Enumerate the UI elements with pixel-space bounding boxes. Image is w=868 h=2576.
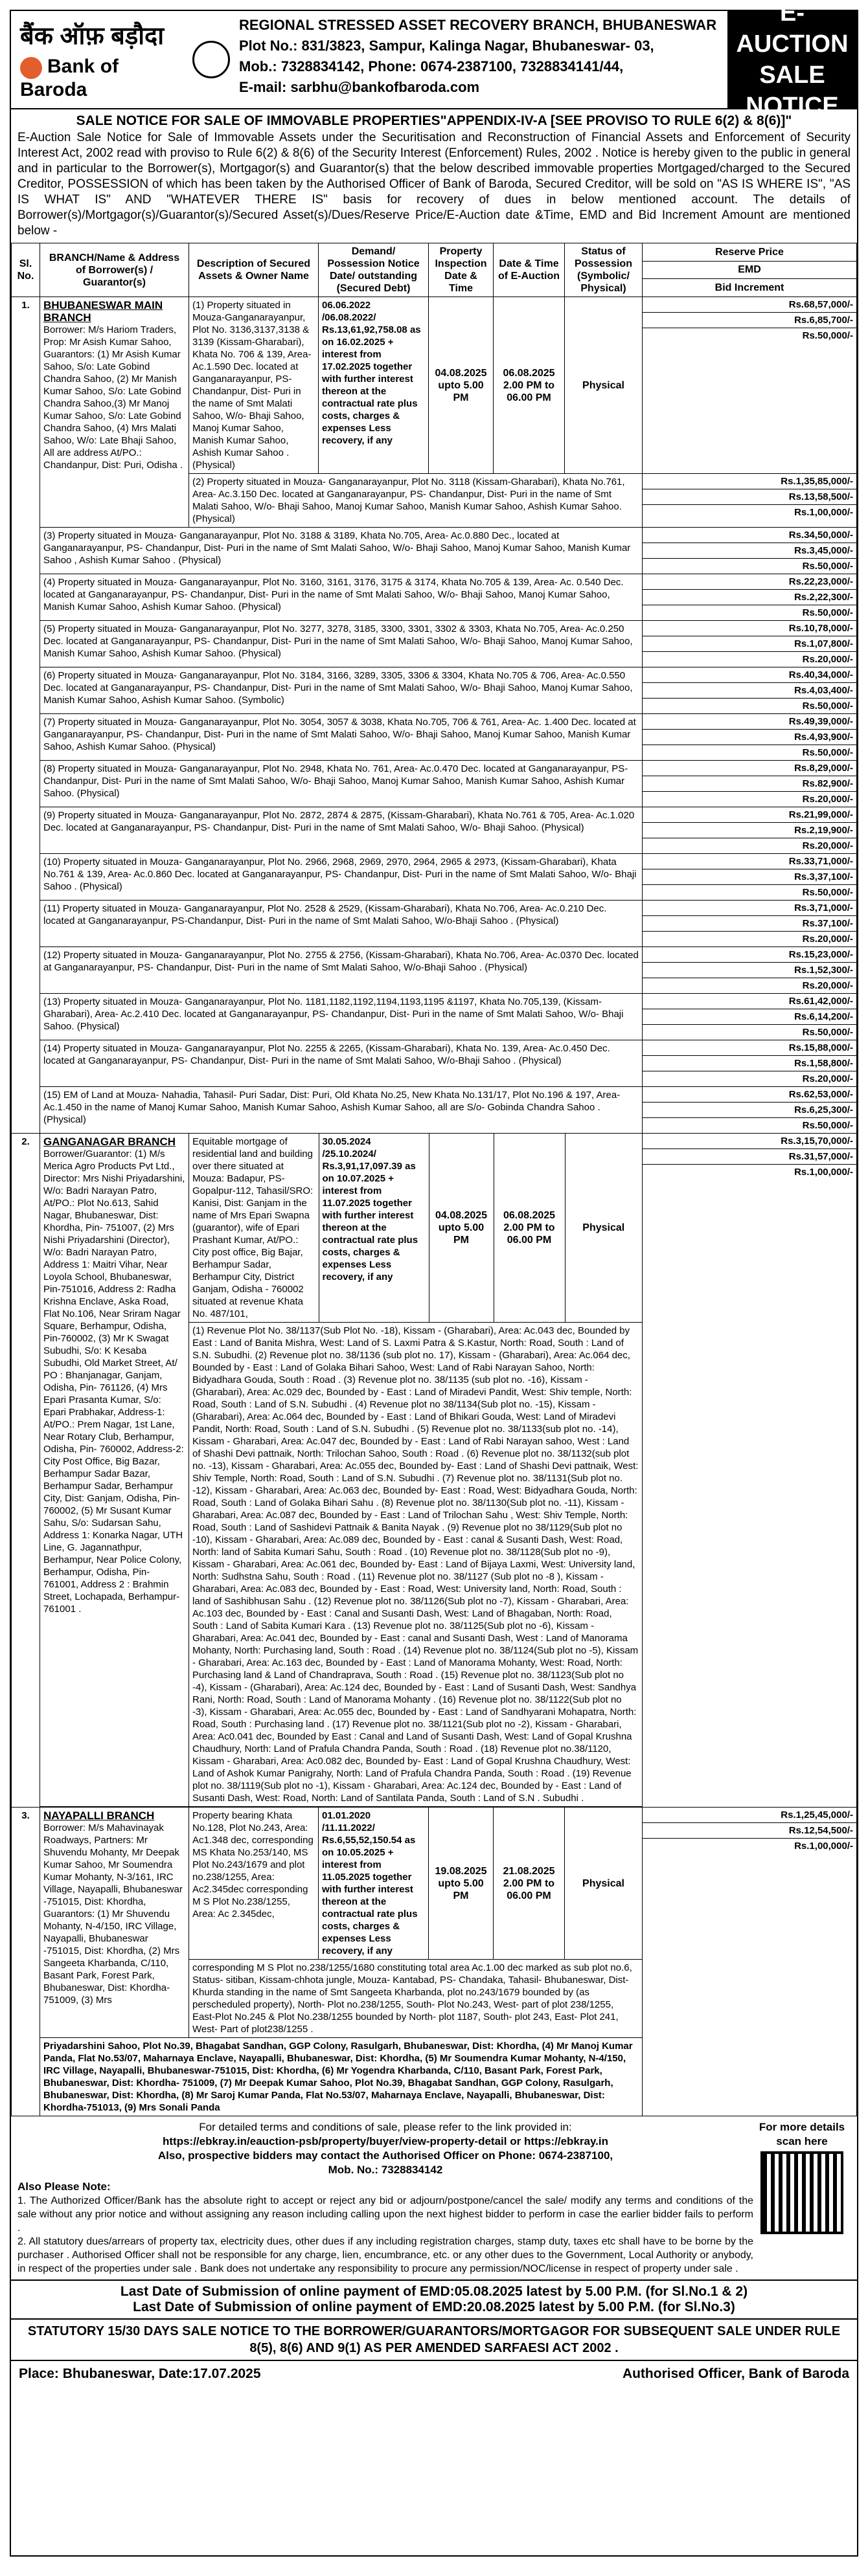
col-demand: Demand/ Possession Notice Date/ outstanding (Secured Debt) [319,243,429,297]
table-row [12,1087,857,1134]
col-eauction: Date & Time of E-Auction [494,243,565,297]
auction-table [11,243,857,2116]
authorised-officer: Authorised Officer, Bank of Baroda [622,2366,849,2381]
inspection-date: 04.08.2025 upto 5.00 PM [429,297,494,474]
col-inspection: Property Inspection Date & Time [429,243,494,297]
note-2: 2. All statutory dues/arrears of property tax, electricity dues, other dues if any including registration charges, stamp duty, taxes etc shall have to be borne by the purchaser . Authorised Officer shall not be responsible for any charge, lien, encumbrance, etc. or any other dues to the Government, Local Authority or anybody, in respect of the properties under sale . Bank does not undertake any responsibility to procure any permission/NOC/license in respect of property under sale . [17,2236,753,2274]
note-1: 1. The Authorized Officer/Bank has the absolute right to accept or reject any bid or adjourn/postpone/cancel the sale/ modify any terms and conditions of the sale without any prior notice and without assigning any reason including calling upon the next highest bidder to perform in case the earlier bidder fails to perform . [17,2195,753,2234]
place-date-bar [11,2360,857,2387]
table-row [12,807,857,854]
table-row [12,761,857,807]
notice-intro: E-Auction Sale Notice for Sale of Immovable Assets under the Securitisation and Reconstruction of Financial Assets and Enforcement of Security Interest Act, 2002 read with proviso to Rule 6(2) & 8(6) of the Security Interest (Enforcement) Rules, 2002 . Notice is hereby given to the public in general and in particular to the Borrower(s), Mortgagor(s) and Guarantor(s) that the below described immovable properties Mortgaged/charged to the Secured Creditor, POSSESSION of which has been taken by the Authorised Officer of Bank of Baroda, Secured Creditor, will be sold on "AS IS WHERE IS", "AS IS WHAT IS" AND "WHATEVER THERE IS" basis for recovery of dues in below mentioned account. The details of Borrower(s)/Mortgagor(s)/Guarantor(s)/Secured Asset(s)/Dues/Reserve Price/E-Auction date &Time, EMD and Bid Increment Amount are mentioned below - [17,131,851,238]
property-desc-cont: corresponding M S Plot no.238/1255/1680 constituting total area Ac.1.00 dec marked as sub plot no.6, Status- sitiban, Kissam-chhota jungle, Mouza- Kantabad, PS- Chandaka, Tahasil- Bhubaneswar, Dist- Khurda standing in the name of Smt Sangeeta Kharbanda, plot no.243/1679 bounded by (as perscheduled property), North- Plot no.238/1255, South- Plot No.243, West- part of plot 238/1255, East-Plot No.245 & Plot No.238/1255 bounded by North- plot 1187, South- plot 243, East- Plot 241, West- Part of plot238/1255 . [189,1960,643,2038]
col-status: Status of Possession (Symbolic/ Physical) [565,243,643,297]
branch-address [234,11,727,108]
property-desc: (1) Property situated in Mouza-Ganganarayanpur, Plot No. 3136,3137,3138 & 3139 (Kissam-Gharabari), Khata No. 706 & 139, Area-Ac.1.590 Dec. located at Ganganarayanpur, PS-Chandanpur, Dist- Puri in the name of Smt Malati Sahoo, W/o- Bhaji Sahoo, Manoj Kumar Sahoo, Manish Kumar Sahoo, Ashish Kumar Sahoo . (Physical) [189,297,319,474]
col-bid: Bid Increment [643,279,857,297]
property-desc: (8) Property situated in Mouza- Ganganarayanpur, Plot No. 2948, Khata No. 761, Area- Ac.0.470 Dec. located at Ganganarayanpur, PS- Chandanpur, Dist- Puri in the name of Smt Malati Sahoo, W/o- Bhaji Sahoo, Manoj Kumar Sahoo, Manish Kumar Sahoo, Ashish Kumar Sahoo. (Physical) [40,761,643,807]
borrower-details: Borrower/Guarantor: (1) M/s Merica Agro Products Pvt Ltd., Director: Mrs Nishi Priyadarshini, W/o: Badri Narayan Patro, At/PO.: Plot No.613, Sahid Nagar, Bhubaneswar, Dist: Khordha, Pin- 751007, (2) Mrs Nishi Priyadarshini (Director), W/o: Badri Narayan Patro, Address 1: Maitri Vihar, Near Loyola School, Bhubaneswar, Pin-751016, Address 2: Radha Krishna Enclave, Aska Road, Flat No.106, Near Sriram Nagar Square, Berhampur, Odisha, Pin-760002, (3) Mr K Swagat Subudhi, S/o: K Kesaba Subudhi, Old Market Street, At/ PO : Bhanjanagar, Ganjam, Odisha, Pin- 761126, (4) Mrs Epari Prasanta Kumar, S/o: Epari Prabhakar, Address-1: At/PO.: Prem Nagar, 1st Lane, Near Rotary Club, Berhampur, Odisha, Pin- 760002, Address-2: City Post Office, Big Bazar, Berhampur Sadar Bazar, Berhampur Sadar, Berhampur City, Dist: Ganjam, Odisha, Pin- 760002, (5) Mr Susant Kumar Sahu, S/o: Sudarsan Sahu, Address 1: Konarka Nagar, UTH Line, G. Jagannathpur, Berhampur, Near Police Colony, Berhampur, Odisha, Pin- 761001, Address 2 : Brahmin Street, Lochapada, Berhampur- 761001 . [43,1148,185,1615]
branch-name-cell: GANGANAGAR BRANCH [43,1136,176,1148]
contact-mobile: Mob. No.: 7328834142 [328,2164,443,2176]
emd-deadlines: Last Date of Submission of online payment of EMD:05.08.2025 latest by 5.00 P.M. (for Sl.No.1 & 2) Last Date of Submission of online payment of EMD:20.08.2025 latest by 5.00 P.M. (for Sl.No.3) [11,2279,857,2318]
eauction-banner: E-AUCTION SALE NOTICE [727,11,857,108]
price-cell: Rs.15,88,000/- Rs.1,58,800/- Rs.20,000/- [643,1040,857,1087]
property-desc: (9) Property situated in Mouza- Ganganarayanpur, Plot No. 2872, 2874 & 2875, (Kissam-Gharabari), Khata No.761 & 705, Area- Ac.1.020 Dec. located at Ganganarayanpur, PS- Chandanpur, Dist- Puri in the name of Smt Malati Sahoo, W/o- Bhaji Sahoo. (Physical) [40,807,643,854]
price-cell: Rs.40,34,000/- Rs.4,03,400/- Rs.50,000/- [643,667,857,714]
bank-name-english: Bank of Baroda [20,56,119,100]
footer [11,2116,857,2279]
table-row [12,574,857,621]
possession-status: Physical [565,1808,643,1960]
col-sl: Sl. No. [12,243,40,297]
table-row [12,714,857,761]
property-plots: (1) Revenue Plot No. 38/1137(Sub Plot No. -18), Kissam - (Gharabari), Area: Ac.043 dec, Bounded by East : Land of Banita Mishra, West: Land of S. Laxmi Patra & S.Kastur, North: Road, South : Land of S.N. Subudhi. (2) Revenue plot no. 38/1136 (sub plot no. 17), Kissam - (Gharabari), Area: Ac.064 dec, Bounded by - East : Land of Golaka Bihari Sahoo, West: Land of Rabi Narayan Sahoo, North: Bidyadhara Gouda, South : Road . (3) Revenue plot no. 38/1135 (sub plot no. -16), Kissam - (Gharabari), Area: Ac.029 dec, Bounded by - East : Land of Miradevi Pandit, West: Shiv temple, North: Road, South : Land of S.N. Subudhi . (4) Revenue plot no 38/1134(Sub plot no. -15), Kissam - (Gharabari), Area: Ac.064 dec, Bounded by - East : Land of Bhikari Gouda, West: Land of Miradevi Pandit, North: Road, South : Land of S.N. Subudhi . (5) Revenue plot no. 38/1133(sub plot no. -14), Kissam - Gharabari, Area: Ac.047 dec, Bounded by - East : Land of Rabi Narayan sahoo, West : Land of Shashi Devi pattnaik, North: Trilochan Sahoo, South : Road . (6) Revenue plot no. 38/1132(sub plot no. -13), Kissam - Gharabari, Area: Ac.055 dec, Bounded by- East : Land of Shashi Devi pattnaik, West: Shiv Temple, North: Road, South : Land of S.N. Subudhi . (7) Revenue plot no. 38/1131(Sub plot no. -12), Kissam - Gharabari, Area: Ac.063 dec, Bounded by- East : Road, West: Bidyadhara Gouda, North: Road, South : Land of Golaka Bihari Sahu . (8) Revenue plot no. 38/1130(Sub plot no. -11), Kissam - Gharabari, Area: Ac.087 dec, Bounded by - East : Land of Trilochan Sahu , West: Shiv Temple, North: Road, South : Land of Sashidevi Pattnaik & Banita Nayak . (9) Revenue plot no 38/1129(Sub plot no -10), Kissam - Gharabari, Area: Ac.089 dec, Bounded by - East : canal & Susanti Dash, West: Road, North: land of Sabita Kumari Sahu, South : Road . (10) Revenue plot no. 38/1128(Sub plot no -9), Kissam - Gharabari, Area: Ac.061 dec, Bounded by- East : Land of Bijaya Laxmi, West: University land, North: Sudhstna Sahu, South : Road . (11) Revenue plot no. 38/1127 (Sub plot no -8 ), Kissam - Gharabari, Area: Ac.083 dec, Bounded by - East : Road, West: University land, North: Road, South : land of Sashibhusan Sahu . (12) Revenue plot no. 38/1126(Sub plot no -7), Kissam - Gharabari, Area: Ac.103 dec, Bounded by - East : Canal and Susanti Dash, West: Land of Bhagaban, North: Road, South : Land of Sabita Kumari Kara . (13) Revenue plot no. 38/1125(Sub plot no -6), Kissam - Gharabari, Area: Ac.041 dec, Bounded by - East : canal and Susanti Dash, West : Land of Manorama Mohanty, North: Purchasing land, South : Road . (14) Revenue plot no. 38/1124(Sub plot no -5), Kissam - Gharabari, Area: Ac.163 dec, Bounded by - East : Land of Manorama Mohanty, West: Road, North: Purchasing land & Land of Chandraprava, South : Road . (15) Revenue plot no. 38/1123(Sub plot no -4), Kissam - (Gharabari), Area: Ac.124 dec, Bounded by - East : Land of Susanti Dash, West: Sandhya Rani, North: Road, South : Land of Manorama Mohanty . (16) Revenue plot no. 38/1122(Sub plot no -3), Kissam - Gharabari, Area: Ac.055 dec, Bounded by - East : Land of Sandhyarani Mohapatra, North: Road, South : Purchasing land . (17) Revenue plot no. 38/1121(Sub plot no -2), Kissam - Gharabari, Area: Ac0.041 dec, Bounded by East : Canal and Land of Susanti Dash, West: Land of Gopal Krushna Chaudhury, North: Land of Prafula Chandra Panda, South : Road . (18) Revenue plot no.38/1120, Kissam - Gharabari, Area: Ac0.082 dec, Bounded by- East : Land of Gopal Krushna Chaudhury, West: Land of Ashok Kumar Panigrahy, North: Land of Prafula Chandra Panda, South : Road . (19) Revenue plot no. 38/1119(Sub plot no -1), Kissam - Gharabari, Area: Ac.124 dec, Bounded by - East : Land of Susanti Dash, West: Road, North: Land of Santilata Panda, South : Land of S.N . Subudhi . [192,1325,639,1804]
col-emd: EMD [643,261,857,279]
possession-status: Physical [565,297,643,474]
property-desc: (5) Property situated in Mouza- Ganganarayanpur, Plot No. 3277, 3278, 3185, 3300, 3301, 3302 & 3303, Khata No.705, Area- Ac.0.250 Dec. located at Ganganarayanpur, PS- Chandanpur, Dist- Puri in the name of Smt Malati Sahoo, W/o- Bhaji Sahoo, Manoj Kumar Sahoo, Manish Kumar Sahoo, Ashish Kumar Sahoo. (Physical) [40,621,643,667]
borrower-details: Borrower: M/s Mahavinayak Roadways, Partners: Mr Shuvendu Mohanty, Mr Deepak Kumar Sahoo, Mr Soumendra Kumar Mohanty, N-3/161, IRC Village, Nayapalli, Bhubaneswar -751015, Dist: Khordha, Guarantors: (1) Mr Shuvendu Mohanty, N-4/150, IRC Village, Nayapalli, Bhubaneswar -751015, Dist: Khordha, (2) Mrs Sangeeta Kharbanda, C/110, Basant Park, Forest Park, Bhubaneswar, Dist: Khordha- 751009, (3) Mrs [43,1822,183,2006]
branch-name-cell: NAYAPALLI BRANCH [43,1809,155,1822]
price-cell: Rs.3,15,70,000/- Rs.31,57,000/- Rs.1,00,000/- [643,1134,857,1808]
table-row [12,1040,857,1087]
property-desc: (7) Property situated in Mouza- Ganganarayanpur, Plot No. 3054, 3057 & 3038, Khata No.705, 706 & 761, Area- Ac. 1.400 Dec. located at Ganganarayanpur, PS- Chandanpur, Dist- Puri in the name of Smt Malati Sahoo, W/o- Bhaji Sahoo, Manoj Kumar Sahoo, Manish Kumar Sahoo, Ashish Kumar Sahoo. (Physical) [40,714,643,761]
col-branch: BRANCH/Name & Address of Borrower(s) / Guarantor(s) [40,243,189,297]
price-cell: Rs.3,71,000/- Rs.37,100/- Rs.20,000/- [643,901,857,947]
demand-notice: 06.06.2022 /06.08.2022/ Rs.13,61,92,758.08 as on 16.02.2025 + interest from 17.02.2025 together with further interest thereon at the contractual rate plus costs, charges & expenses Less recovery, if any [319,297,429,474]
eauction-date: 21.08.2025 2.00 PM to 06.00 PM [494,1808,565,1960]
price-cell: Rs.1,35,85,000/- Rs.13,58,500/- Rs.1,00,000/- [643,474,857,528]
header [11,0,857,120]
note-heading: Also Please Note: [17,2180,111,2193]
bank-name-hindi: बैंक ऑफ़ बड़ौदा [20,23,165,50]
eauction-date: 06.08.2025 2.00 PM to 06.00 PM [494,1134,565,1323]
price-cell: Rs.34,50,000/- Rs.3,45,000/- Rs.50,000/- [643,528,857,574]
table-row [12,528,857,574]
baroda-sun-icon [20,57,42,79]
price-cell: Rs.49,39,000/- Rs.4,93,900/- Rs.50,000/- [643,714,857,761]
property-desc: (14) Property situated in Mouza- Ganganarayanpur, Plot No. 2255 & 2265, (Kissam-Gharabari), Khata No. 139, Area- Ac.0.450 Dec. located at Ganganarayanpur, PS- Chandanpur, Dist- Puri in the name of Smt Malati Sahoo, W/o-Bhaji Sahoo . (Physical) [40,1040,643,1087]
table-row [12,994,857,1040]
borrower-details: Borrower: M/s Hariom Traders, Prop: Mr Asish Kumar Sahoo, Guarantors: (1) Mr Asish Kumar Sahoo, S/o: Late Gobind Chandra Sahoo, (2) Mr Manish Kumar Sahoo, S/o: Late Gobind Chandra Sahoo,(3) Mr Manoj Kumar Sahoo, S/o: Late Gobind Chandra Sahoo, (4) Mrs Malati Sahoo, W/o: Late Bhaji Sahoo, All are address At/PO.: Chandanpur, Dist: Puri, Odisha . [43,324,183,471]
place-date: Place: Bhubaneswar, Date:17.07.2025 [19,2366,261,2381]
demand-notice: 01.01.2020 /11.11.2022/ Rs.6,55,52,150.54 as on 10.05.2025 + interest from 11.05.2025 together with further interest thereon at the contractual rate plus costs, charges & expenses Less recovery, if any [319,1808,429,1960]
qr-code-icon[interactable] [760,2151,843,2234]
branch-name: REGIONAL STRESSED ASSET RECOVERY BRANCH, BHUBANESWAR [239,17,717,33]
eauction-date: 06.08.2025 2.00 PM to 06.00 PM [494,297,565,474]
price-cell: Rs.22,23,000/- Rs.2,22,300/- Rs.50,000/- [643,574,857,621]
branch-street: Plot No.: 831/3823, Sampur, Kalinga Nagar, Bhubaneswar- 03, [239,38,654,54]
property-desc: (6) Property situated in Mouza- Ganganarayanpur, Plot No. 3184, 3166, 3289, 3305, 3306 & 3304, Khata No.705 & 706, Area- Ac.0.550 Dec. located at Ganganarayanpur, PS- Chandanpur, Dist- Puri in the name of Smt Malati Sahoo, W/o- Bhaji Sahoo, Manoj Kumar Sahoo, Manish Kumar Sahoo, Ashish Kumar Sahoo. (Symbolic) [40,667,643,714]
possession-status: Physical [565,1134,642,1323]
eauction-link[interactable]: https://ebkray.in/eauction-psb/property/buyer/view-property-detail or https://ebkray.in [163,2135,608,2147]
statutory-notice: STATUTORY 15/30 DAYS SALE NOTICE TO THE BORROWER/GUARANTORS/MORTGAGOR FOR SUBSEQUENT SALE UNDER RULE 8(5), 8(6) AND 9(1) AS PER AMENDED SARFAESI ACT 2002 . [11,2318,857,2360]
terms-text: For detailed terms and conditions of sale, please refer to the link provided in: [199,2121,572,2133]
branch-phone: Mob.: 7328834142, Phone: 0674-2387100, 7328834141/44, [239,58,624,74]
price-cell: Rs.68,57,000/- Rs.6,85,700/- Rs.50,000/- [643,297,857,474]
property-desc: (3) Property situated in Mouza- Ganganarayanpur, Plot No. 3188 & 3189, Khata No.705, Area- Ac.0.880 Dec., located at Ganganarayanpur, PS- Chandanpur, Dist- Puri in the name of Smt Malati Sahoo, W/o- Bhaji Sahoo, Manoj Kumar Sahoo, Manish Kumar Sahoo , Ashish Kumar Sahoo . (Physical) [40,528,643,574]
sale-notice-page [10,0,858,2557]
table-row [12,854,857,901]
table-row: 1. BHUBANESWAR MAIN BRANCH Borrower: M/s Hariom Traders, Prop: Mr Asish Kumar Sahoo, Guarantors: (1) Mr Asish Kumar Sahoo, S/o: Late Gobind Chandra Sahoo, (2) Mr Manish Kumar Sahoo, S/o: Late Gobind Chandra Sahoo,(3) Mr Manoj Kumar Sahoo, S/o: Late Gobind Chandra Sahoo, (4) Mrs Malati Sahoo, W/o: Late Bhaji Sahoo, All are address At/PO.: Chandanpur, Dist: Puri, Odisha . (1) Property situated in Mouza-Ganganarayanpur, Plot No. 3136,3137,3138 & 3139 (Kissam-Gharabari), Khata No. 706 & 139, Area-Ac.1.590 Dec. located at Ganganarayanpur, PS-Chandanpur, Dist- Puri in the name of Smt Malati Sahoo, W/o- Bhaji Sahoo, Manoj Kumar Sahoo, Manish Kumar Sahoo, Ashish Kumar Sahoo . (Physical) 06.06.2022 /06.08.2022/ Rs.13,61,92,758.08 as on 16.02.2025 + interest from 17.02.2025 together with further interest thereon at the contractual rate plus costs, charges & expenses Less recovery, if any 04.08.2025 upto 5.00 PM 06.08.2025 2.00 PM to 06.00 PM Physical Rs.68,57,000/- Rs.6,85,700/- Rs.50,000/- [12,297,857,474]
property-desc: (15) EM of Land at Mouza- Nahadia, Tahasil- Puri Sadar, Dist: Puri, Old Khata No.25, New Khata No.131/17, Plot No.196 & 197, Area- Ac.1.450 in the name of Manoj Kumar Sahoo, Manish Kumar Sahoo, Ashish Kumar Sahoo, all are S/o- Gobinda Chandra Sahoo . (Physical) [40,1087,643,1134]
col-reserve: Reserve Price [643,243,857,262]
property-desc: (2) Property situated in Mouza- Ganganarayanpur, Plot No. 3118 (Kissam-Gharabari), Khata No.761, Area- Ac.3.150 Dec. located at Ganganarayanpur, PS- Chandanpur, Dist- Puri in the name of Smt Malati Sahoo, W/o- Bhaji Sahoo, Manoj Kumar Sahoo, Manish Kumar Sahoo, Ashish Kumar Sahoo. (Physical) [189,474,643,528]
table-row [12,621,857,667]
price-cell: Rs.15,23,000/- Rs.1,52,300/- Rs.20,000/- [643,947,857,994]
price-cell: Rs.1,25,45,000/- Rs.12,54,500/- Rs.1,00,000/- [643,1808,857,2116]
table-row: 2. GANGANAGAR BRANCH Borrower/Guarantor: (1) M/s Merica Agro Products Pvt Ltd., Director: Mrs Nishi Priyadarshini, W/o: Badri Narayan Patro, At/PO.: Plot No.613, Sahid Nagar, Bhubaneswar, Dist: Khordha, Pin- 751007, (2) Mrs Nishi Priyadarshini (Director), W/o: Badri Narayan Patro, Address 1: Maitri Vihar, Near Loyola School, Bhubaneswar, Pin-751016, Address 2: Radha Krishna Enclave, Aska Road, Flat No.106, Near Sriram Nagar Square, Berhampur, Odisha, Pin-760002, (3) Mr K Swagat Subudhi, S/o: K Kesaba Subudhi, Old Market Street, At/ PO : Bhanjanagar, Ganjam, Odisha, Pin- 761126, (4) Mrs Epari Prasanta Kumar, S/o: Epari Prabhakar, Address-1: At/PO.: Prem Nagar, 1st Lane, Near Rotary Club, Berhampur, Odisha, Pin- 760002, Address-2: City Post Office, Big Bazar, Berhampur Sadar Bazar, Berhampur Sadar, Berhampur City, Dist: Ganjam, Odisha, Pin- 760002, (5) Mr Susant Kumar Sahu, S/o: Sudarsan Sahu, Address 1: Konarka Nagar, UTH Line, G. Jagannathpur, Berhampur, Near Police Colony, Berhampur, Odisha, Pin- 761001, Address 2 : Brahmin Street, Lochapada, Berhampur- 761001 . Equitable mortgage of residential land and building over there situated at Mouza: Badapur, PS-Gopalpur-112, Tahasil/SRO: Kanisi, Dist: Ganjam in the name of Mrs Epari Swapna (guarantor), wife of Epari Prashant Kumar, At/PO.: City post office, Big Bajar, Berhampur Sadar, Berhampur City, District Ganjam, Odisha - 760002 situated at revenue Khata No. 487/101, 30.05.2024 /25.10.2024/ Rs.3,91,17,097.39 as on 10.07.2025 + interest from 11.07.2025 together with further interest thereon at the contractual rate plus costs, charges & expenses Less recovery, if any 04.08.2025 upto 5.00 PM 06.08.2025 2.00 PM to 06.00 PM Physical (1) Revenue Plot No. 38/1137(Sub Plot No. -18), Kissam - (Gharabari), Area: Ac.043 dec, Bounded by East : Land of Banita Mishra, West: Land of S. Laxmi Patra & S.Kastur, North: Road, South : Land of S.N. Subudhi. (2) Revenue plot no. 38/1136 (sub plot no. 17), Kissam - (Gharabari), Area: Ac.064 dec, Bounded by - East : Land of Golaka Bihari Sahoo, West: Land of Rabi Narayan Sahoo, North: Bidyadhara Gouda, South : Road . (3) Revenue plot no. 38/1135 (sub plot no. -16), Kissam - (Gharabari), Area: Ac.029 dec, Bounded by - East : Land of Miradevi Pandit, West: Shiv temple, North: Road, South : Land of S.N. Subudhi . (4) Revenue plot no 38/1134(Sub plot no. -15), Kissam - (Gharabari), Area: Ac.064 dec, Bounded by - East : Land of Bhikari Gouda, West: Land of Miradevi Pandit, North: Road, South : Land of S.N. Subudhi . (5) Revenue plot no. 38/1133(sub plot no. -14), Kissam - Gharabari, Area: Ac.047 dec, Bounded by - East : Land of Rabi Narayan sahoo, West : Land of Shashi Devi pattnaik, North: Trilochan Sahoo, South : Road . (6) Revenue plot no. 38/1132(sub plot no. -13), Kissam - Gharabari, Area: Ac.055 dec, Bounded by- East : Land of Shashi Devi pattnaik, West: Shiv Temple, North: Road, South : Land of S.N. Subudhi . (7) Revenue plot no. 38/1131(Sub plot no. -12), Kissam - Gharabari, Area: Ac.063 dec, Bounded by- East : Road, West: Bidyadhara Gouda, North: Road, South : Land of Golaka Bihari Sahu . (8) Revenue plot no. 38/1130(Sub plot no. -11), Kissam - Gharabari, Area: Ac.087 dec, Bounded by - East : Land of Trilochan Sahu , West: Shiv Temple, North: Road, South : Land of Sashidevi Pattnaik & Banita Nayak . (9) Revenue plot no 38/1129(Sub plot no -10), Kissam - Gharabari, Area: Ac.089 dec, Bounded by - East : canal & Susanti Dash, West: Road, North: land of Sabita Kumari Sahu, South : Road . (10) Revenue plot no. 38/1128(Sub plot no -9), Kissam - Gharabari, Area: Ac.061 dec, Bounded by- East : Land of Bijaya Laxmi, West: University land, North: Sudhstna Sahu, South : Road . (11) Revenue plot no. 38/1127 (Sub plot no -8 ), Kissam - Gharabari, Area: Ac.083 dec, Bounded by - East : Road, West: University land, North: Road, South : land of Sashibhusan Sahu . (12) Revenue plot no. 38/1126(Sub plot no -7), Kissam - Gharabari, Area: Ac.103 dec, Bounded by - East : Canal and Susanti Dash, West: Land of Bhagaban, North: Road, South : Land of Sabita Kumari Kara . (13) Revenue plot no. 38/1125(Sub plot no -6), Kissam - Gharabari, Area: Ac.041 dec, Bounded by - East : canal and Susanti Dash, West : Land of Manorama Mohanty, North: Purchasing land, South : Road . (14) Revenue plot no. 38/1124(Sub plot no -5), Kissam - Gharabari, Area: Ac.163 dec, Bounded by - East : Land of Manorama Mohanty, West: Road, North: Purchasing land & Land of Chandraprava, South : Road . (15) Revenue plot no. 38/1123(Sub plot no -4), Kissam - (Gharabari), Area: Ac.124 dec, Bounded by - East : Land of Susanti Dash, West: Sandhya Rani, North: Road, South : Land of Manorama Mohanty . (16) Revenue plot no. 38/1122(Sub plot no -3), Kissam - Gharabari, Area: Ac.055 dec, Bounded by - East : Land of Sandhyarani Mohapatra, North: Road, South : Purchasing land . (17) Revenue plot no. 38/1121(Sub plot no -2), Kissam - Gharabari, Area: Ac0.041 dec, Bounded by East : Canal and Land of Susanti Dash, West: Land of Gopal Krushna Chaudhury, North: Land of Prafula Chandra Panda, South : Road . (18) Revenue plot no.38/1120, Kissam - Gharabari, Area: Ac0.082 dec, Bounded by- East : Land of Gopal Krushna Chaudhury, West: Land of Ashok Kumar Panigrahy, North: Land of Prafula Chandra Panda, South : Road . (19) Revenue plot no. 38/1119(Sub plot no -1), Kissam - Gharabari, Area: Ac.124 dec, Bounded by - East : Land of Susanti Dash, West: Road, North: Land of Santilata Panda, South : Land of S.N . Subudhi . Rs.3,15,70,000/- Rs.31,57,000/- Rs.1,00,000/- [12,1134,857,1807]
table-row [12,901,857,947]
price-cell: Rs.8,29,000/- Rs.82,900/- Rs.20,000/- [643,761,857,807]
demand-notice: 30.05.2024 /25.10.2024/ Rs.3,91,17,097.39 as on 10.07.2025 + interest from 11.07.2025 together with further interest thereon at the contractual rate plus costs, charges & expenses Less recovery, if any [319,1134,429,1323]
col-desc: Description of Secured Assets & Owner Name [189,243,319,297]
qr-label: For more details scan here [759,2121,845,2147]
bank-seal-icon [188,11,234,108]
price-cell: Rs.10,78,000/- Rs.1,07,800/- Rs.20,000/- [643,621,857,667]
property-desc: (12) Property situated in Mouza- Ganganarayanpur, Plot No. 2755 & 2756, (Kissam-Gharabari), Khata No.706, Area- Ac.0370 Dec. located at Ganganarayanpur, PS- Chandanpur, Dist- Puri in the name of Smt Malati Sahoo, W/o-Bhaji Sahoo . (Physical) [40,947,643,994]
inspection-date: 04.08.2025 upto 5.00 PM [429,1134,494,1323]
property-desc: Property bearing Khata No.128, Plot No.243, Area: Ac1.348 dec, corresponding MS Khata No.253/140, MS Plot No.243/1679 and plot no.238/1255, Area: Ac2.345dec corresponding M S Plot No.238/1255, Area: Ac 2.345dec, [189,1808,319,1960]
borrower-details-cont: Priyadarshini Sahoo, Plot No.39, Bhagabat Sandhan, GGP Colony, Rasulgarh, Bhubaneswar, Dist: Khordha, (4) Mr Manoj Kumar Panda, Flat No.53/07, Maharnaya Enclave, Nayapalli, Bhubaneswar, Dist: Khordha, (5) Mr Soumendra Kumar Mohanty, N-4/150, IRC Village, Nayapalli, Bhubaneswar-751015, Dist: Khordha, (6) Mr Yogendra Kharbanda, C/110, Basant Park, Forest Park, Bhubaneswar, Dist: Khordha- 751009, (7) Mr Deepak Kumar Sahoo, Plot No.39, Bhagabat Sandhan, GGP Colony, Rasulgarh, Bhubaneswar, Dist: Khordha, (8) Mr Saroj Kumar Panda, Flat No.53/07, Maharnaya Enclave, Nayapalli, Bhubaneswar, Dist: Khordha-751013, (9) Mrs Sonali Panda [40,2038,643,2116]
notice-title: SALE NOTICE FOR SALE OF IMMOVABLE PROPERTIES"APPENDIX-IV-A [SEE PROVISO TO RULE 6(2) & 8(6)]" [76,113,792,128]
price-cell: Rs.62,53,000/- Rs.6,25,300/- Rs.50,000/- [643,1087,857,1134]
bank-logo [11,11,188,108]
table-row [12,667,857,714]
property-desc: (4) Property situated in Mouza- Ganganarayanpur, Plot No. 3160, 3161, 3176, 3175 & 3174, Khata No.705 & 139, Area- Ac. 0.540 Dec. located at Ganganarayanpur, PS- Chandanpur, Dist- Puri in the name of Smt Malati Sahoo, W/o- Bhaji Sahoo, Manoj Kumar Sahoo, Manish Kumar Sahoo, Ashish Kumar Sahoo. (Physical) [40,574,643,621]
property-desc: (11) Property situated in Mouza- Ganganarayanpur, Plot No. 2528 & 2529, (Kissam-Gharabari), Khata No.706, Area- Ac.0.210 Dec. located at Ganganarayanpur, PS-Chandanpur, Dist- Puri in the name of Smt Malati Sahoo, W/o-Bhaji Sahoo . (Physical) [40,901,643,947]
table-row [12,947,857,994]
price-cell: Rs.21,99,000/- Rs.2,19,900/- Rs.20,000/- [643,807,857,854]
contact-text: Also, prospective bidders may contact the Authorised Officer on Phone: 0674-2387100, [157,2149,613,2162]
property-desc: (13) Property situated in Mouza- Ganganarayanpur, Plot No. 1181,1182,1192,1194,1193,1195 &1197, Khata No.705,139, (Kissam-Gharabari), Area- Ac.2.410 Dec. located at Ganganarayanpur, PS- Chandanpur, Dist- Puri in the name of Smt Malati Sahoo, W/o- Bhaji Sahoo. (Physical) [40,994,643,1040]
branch-email: E-mail: sarbhu@bankofbaroda.com [239,79,480,95]
property-desc: Equitable mortgage of residential land and building over there situated at Mouza: Badapur, PS-Gopalpur-112, Tahasil/SRO: Kanisi, Dist: Ganjam in the name of Mrs Epari Swapna (guarantor), wife of Epari Prashant Kumar, At/PO.: City post office, Big Bajar, Berhampur Sadar, Berhampur City, District Ganjam, Odisha - 760002 situated at revenue Khata No. 487/101, [189,1134,319,1323]
price-cell: Rs.33,71,000/- Rs.3,37,100/- Rs.50,000/- [643,854,857,901]
branch-name-cell: BHUBANESWAR MAIN BRANCH [43,299,163,324]
inspection-date: 19.08.2025 upto 5.00 PM [429,1808,494,1960]
price-cell: Rs.61,42,000/- Rs.6,14,200/- Rs.50,000/- [643,994,857,1040]
table-row: 3. NAYAPALLI BRANCH Borrower: M/s Mahavinayak Roadways, Partners: Mr Shuvendu Mohanty, Mr Deepak Kumar Sahoo, Mr Soumendra Kumar Mohanty, N-3/161, IRC Village, Nayapalli, Bhubaneswar -751015, Dist: Khordha, Guarantors: (1) Mr Shuvendu Mohanty, N-4/150, IRC Village, Nayapalli, Bhubaneswar -751015, Dist: Khordha, (2) Mrs Sangeeta Kharbanda, C/110, Basant Park, Forest Park, Bhubaneswar, Dist: Khordha- 751009, (3) Mrs Property bearing Khata No.128, Plot No.243, Area: Ac1.348 dec, corresponding MS Khata No.253/140, MS Plot No.243/1679 and plot no.238/1255, Area: Ac2.345dec corresponding M S Plot No.238/1255, Area: Ac 2.345dec, 01.01.2020 /11.11.2022/ Rs.6,55,52,150.54 as on 10.05.2025 + interest from 11.05.2025 together with further interest thereon at the contractual rate plus costs, charges & expenses Less recovery, if any 19.08.2025 upto 5.00 PM 21.08.2025 2.00 PM to 06.00 PM Physical Rs.1,25,45,000/- Rs.12,54,500/- Rs.1,00,000/- [12,1808,857,1960]
property-desc: (10) Property situated in Mouza- Ganganarayanpur, Plot No. 2966, 2968, 2969, 2970, 2964, 2965 & 2973, (Kissam-Gharabari), Khata No.761 & 139, Area- Ac.0.860 Dec. located at Ganganarayanpur, PS- Chandanpur, Dist- Puri in the name of Smt Malati Sahoo, W/o- Bhaji Sahoo . (Physical) [40,854,643,901]
